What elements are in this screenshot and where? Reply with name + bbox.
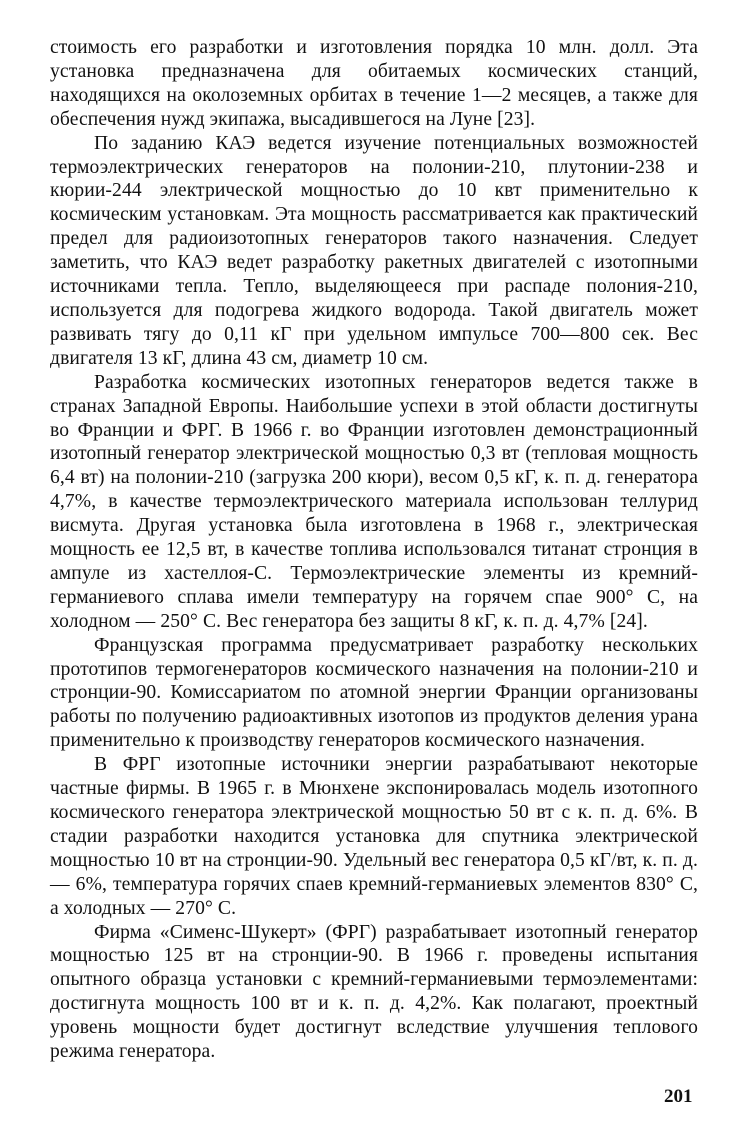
paragraph-continuation: стоимость его разработки и изготовления порядка 10 млн. долл. Эта установка предназначена для обитаемых космических станций, находящихся на околоземных орбитах в течение 1—2 месяцев, а также для обеспечения нужд экипажа, высадившегося на Луне [23]. [50, 37, 698, 130]
paragraph-siemens: Фирма «Сименс-Шукерт» (ФРГ) разрабатывает изотопный генератор мощностью 125 вт на стронции-90. В 1966 г. проведены испытания опытного образца установки с кремний-германиевыми термоэлементами: достигнута мощность 100 вт и к. п. д. 4,2%. Как полагают, проектный уровень мощности будет достигнут вследствие улучшения теплового режима генератора. [50, 921, 698, 1063]
paragraph-frg: В ФРГ изотопные источники энергии разрабатывают некоторые частные фирмы. В 1965 г. в Мюнхене экспонировалась модель изотопного космического генератора электрической мощностью 50 вт с к. п. д. 6%. В стадии разработки находится установка для спутника электрической мощностью 10 вт на стронции-90. Удельный вес генератора 0,5 кГ/вт, к. п. д. — 6%, температура горячих спаев кремний-германиевых элементов 830° С, а холодных — 270° С. [50, 754, 698, 919]
paragraph-kae-study: По заданию КАЭ ведется изучение потенциальных возможностей термоэлектрических генераторов на полонии-210, плутонии-238 и кюрии-244 электрической мощностью до 10 квт применительно к космическим установкам. Эта мощность рассматривается как практический предел для радиоизотопных генераторов такого назначения. Следует заметить, что КАЭ ведет разработку ракетных двигателей с изотопными источниками тепла. Тепло, выделяющееся при распаде полония-210, используется для подогрева жидкого водорода. Такой двигатель может развивать тягу до 0,11 кГ при удельном импульсе 700—800 сек. Вес двигателя 13 кГ, длина 43 см, диаметр 10 см. [50, 132, 698, 369]
page-body [50, 36, 698, 1064]
paragraph-french-program: Французская программа предусматривает разработку нескольких прототипов термогенераторов космического назначения на полонии-210 и стронции-90. Комиссариатом по атомной энергии Франции организованы работы по получению радиоактивных изотопов из продуктов деления урана применительно к производству генераторов космического назначения. [50, 634, 698, 752]
paragraph-western-europe: Разработка космических изотопных генераторов ведется также в странах Западной Европы. Наибольшие успехи в этой области достигнуты во Франции и ФРГ. В 1966 г. во Франции изготовлен демонстрационный изотопный генератор электрической мощностью 0,3 вт (тепловая мощность 6,4 вт) на полонии-210 (загрузка 200 кюри), весом 0,5 кГ, к. п. д. генератора 4,7%, в качестве термоэлектрического материала использован теллурид висмута. Другая установка была изготовлена в 1968 г., электрическая мощность ее 12,5 вт, в качестве топлива использовался титанат стронция в ампуле из хастеллоя-С. Термоэлектрические элементы из кремний-германиевого сплава имели температуру на горячем спае 900° С, на холодном — 250° С. Вес генератора без защиты 8 кГ, к. п. д. 4,7% [24]. [50, 371, 698, 632]
page-number: 201 [664, 1086, 693, 1107]
